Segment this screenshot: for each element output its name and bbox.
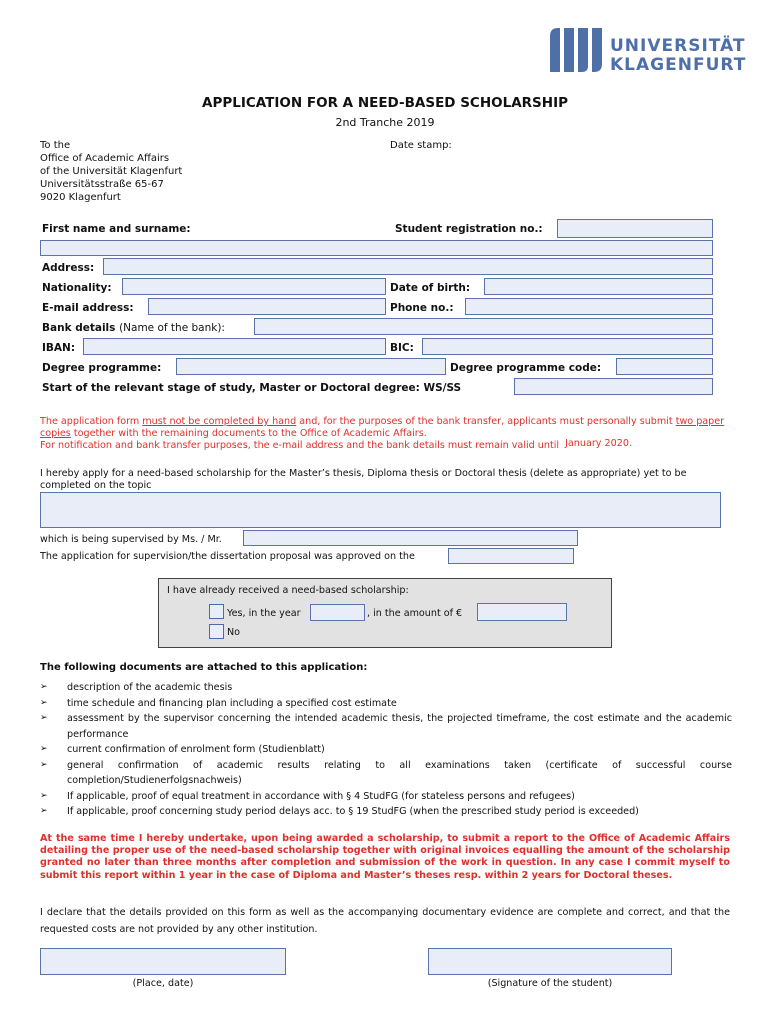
- bic-input[interactable]: [423, 344, 718, 359]
- approval-date-field[interactable]: [448, 548, 574, 564]
- programme-code-input[interactable]: [617, 364, 718, 379]
- prior-scholarship-question: I have already received a need-based scholarship:: [167, 585, 409, 596]
- declaration-statement: I declare that the details provided on this form as well as the accompanying documentary evidence are complete and correct, and that the requested costs are not provided by any other institution.: [40, 907, 730, 935]
- bank-input[interactable]: [255, 324, 718, 339]
- programme-input[interactable]: [177, 364, 451, 379]
- place-date-input[interactable]: [41, 949, 291, 974]
- place-date-field[interactable]: [40, 948, 286, 975]
- approval-date-label: The application for supervision/the dissertation proposal was approved on the: [40, 551, 415, 562]
- university-logo: [548, 26, 747, 76]
- documents-heading: The following documents are attached to this application:: [40, 662, 368, 673]
- student-no-field[interactable]: [557, 219, 713, 238]
- logo-line2: KLAGENFURT: [610, 55, 747, 75]
- list-item: ➢ general confirmation of academic results relating to all examinations taken (certificate of successful course completion/Studienerfolgsnachweis): [40, 758, 732, 789]
- list-item: ➢ assessment by the supervisor concerning the intended academic thesis, the projected timeframe, the cost estimate and the academic performance: [40, 711, 732, 742]
- bic-label: BIC:: [390, 342, 414, 354]
- submission-notice: The application form must not be completed by hand and, for the purposes of the bank transfer, applicants must personally submit two paper copies together with the remaining documents to the Office of Academic Affairs. For notification and bank transfer purposes, the e-mail address and the bank details must remain valid until January 2020.: [40, 416, 725, 451]
- bic-field[interactable]: [422, 338, 713, 355]
- phone-label: Phone no.:: [390, 302, 454, 314]
- name-field[interactable]: [40, 240, 713, 256]
- signature-input[interactable]: [429, 949, 677, 974]
- prior-no-checkbox[interactable]: [209, 624, 224, 639]
- prior-amount-input[interactable]: [478, 609, 572, 625]
- nationality-label: Nationality:: [42, 282, 112, 294]
- prior-amount-field[interactable]: [477, 603, 567, 621]
- supervisor-field[interactable]: [243, 530, 578, 546]
- programme-field[interactable]: [176, 358, 446, 375]
- topic-field[interactable]: [40, 492, 721, 528]
- signature-label: (Signature of the student): [487, 978, 613, 989]
- dob-label: Date of birth:: [390, 282, 471, 294]
- list-item: ➢ description of the academic thesis: [40, 680, 732, 696]
- bank-field[interactable]: [254, 318, 713, 335]
- nationality-field[interactable]: [122, 278, 386, 295]
- list-item: ➢ time schedule and financing plan including a specified cost estimate: [40, 696, 732, 712]
- address-input[interactable]: [104, 264, 718, 279]
- programme-label: Degree programme:: [42, 362, 162, 374]
- iban-input[interactable]: [84, 344, 391, 359]
- phone-input[interactable]: [466, 304, 718, 319]
- prior-yes-checkbox[interactable]: [209, 604, 224, 619]
- email-input[interactable]: [149, 304, 391, 319]
- prior-scholarship-box: [158, 578, 612, 648]
- prior-year-input[interactable]: [311, 610, 370, 625]
- start-stage-input[interactable]: [515, 384, 718, 399]
- programme-code-label: Degree programme code:: [450, 362, 602, 374]
- valid-until-date: January 2020.: [565, 438, 632, 449]
- university-logo-icon: [548, 26, 606, 74]
- prior-year-field[interactable]: [310, 604, 365, 621]
- phone-field[interactable]: [465, 298, 713, 315]
- undertaking-statement: At the same time I hereby undertake, upon being awarded a scholarship, to submit a report to the Office of Academic Affairs detailing the proper use of the need-based scholarship together with original invoices equalling the amount of the scholarship granted no later than three months after completion and submission of the work in question. In any case I commit myself to submit this report within 1 year in the case of Diploma and Master’s theses resp. within 2 years for Doctoral theses.: [40, 833, 730, 881]
- address-label: Address:: [42, 262, 95, 274]
- programme-code-field[interactable]: [616, 358, 713, 375]
- page-subtitle: 2nd Tranche 2019: [335, 116, 435, 129]
- approval-date-input[interactable]: [449, 555, 579, 569]
- iban-label: IBAN:: [42, 342, 76, 354]
- student-no-label: Student registration no.:: [395, 223, 543, 235]
- email-label: E-mail address:: [42, 302, 134, 314]
- list-item: ➢ If applicable, proof of equal treatment in accordance with § 4 StudFG (for stateless persons and refugees): [40, 789, 732, 805]
- logo-line1: UNIVERSITÄT: [610, 36, 746, 56]
- place-date-label: (Place, date): [132, 978, 194, 989]
- address-field[interactable]: [103, 258, 713, 275]
- documents-list: [40, 680, 732, 820]
- student-no-input[interactable]: [558, 224, 718, 241]
- supervisor-label: which is being supervised by Ms. / Mr.: [40, 534, 222, 545]
- nationality-input[interactable]: [123, 284, 391, 299]
- list-item: ➢ If applicable, proof concerning study period delays acc. to § 19 StudFG (when the prescribed study period is exceeded): [40, 804, 732, 820]
- signature-field[interactable]: [428, 948, 672, 975]
- prior-yes-label: Yes, in the year: [227, 608, 301, 619]
- email-field[interactable]: [148, 298, 386, 315]
- start-stage-field[interactable]: [514, 378, 713, 395]
- topic-input[interactable]: [41, 493, 726, 527]
- iban-field[interactable]: [83, 338, 386, 355]
- page-title: APPLICATION FOR A NEED-BASED SCHOLARSHIP: [202, 95, 568, 111]
- date-stamp-label: Date stamp:: [390, 140, 452, 151]
- name-label: First name and surname:: [42, 223, 191, 235]
- list-item: ➢ current confirmation of enrolment form (Studienblatt): [40, 742, 732, 758]
- prior-amount-label: , in the amount of €: [367, 608, 463, 619]
- start-stage-label: Start of the relevant stage of study, Master or Doctoral degree: WS/SS: [42, 382, 462, 394]
- apply-statement: I hereby apply for a need-based scholarship for the Master’s thesis, Diploma thesis or Doctoral thesis (delete as appropriate) yet to be completed on the topic: [40, 468, 687, 491]
- dob-field[interactable]: [484, 278, 713, 295]
- dob-input[interactable]: [485, 284, 718, 299]
- recipient-address: To the Office of Academic Affairs of the Universität Klagenfurt Universitätsstraße 65-67 9020 Klagenfurt: [40, 140, 183, 203]
- prior-no-label: No: [227, 627, 241, 638]
- bank-label: Bank details (Name of the bank):: [42, 322, 225, 334]
